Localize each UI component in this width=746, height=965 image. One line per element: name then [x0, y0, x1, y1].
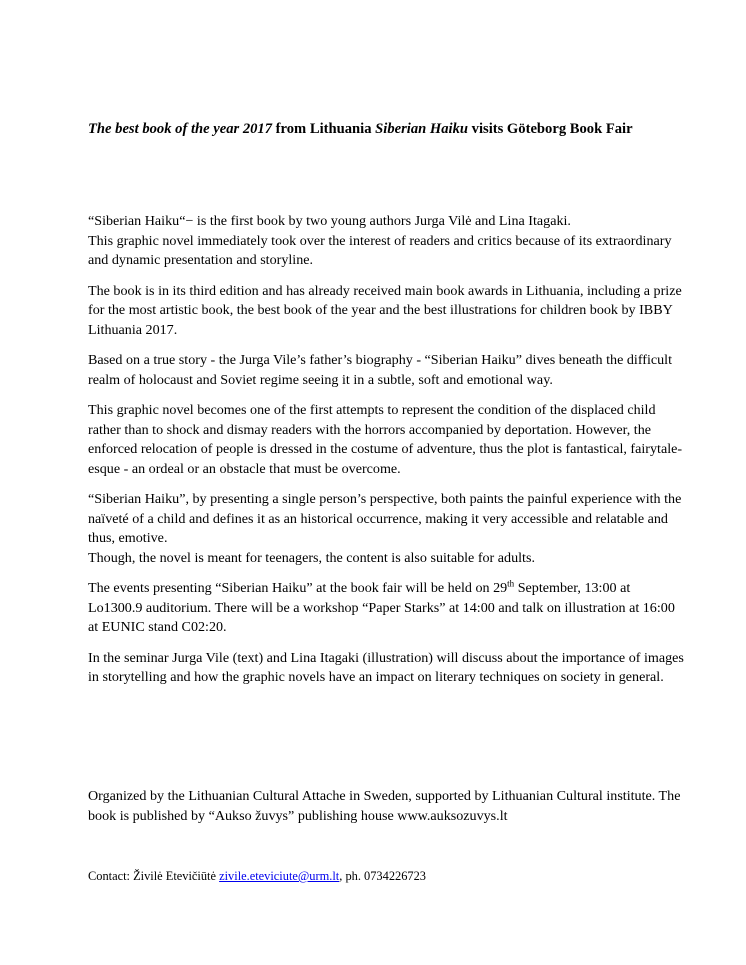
- perspective-line-2: Though, the novel is meant for teenagers, the content is also suitable for adults.: [88, 549, 535, 566]
- events-text-after: September, 13:00 at Lo1300.9 auditorium. There will be a workshop “Paper Starks” at 14:00 and talk on illustration at 16:00 at EUNIC stand C02:20.: [88, 580, 675, 635]
- page-title: [88, 119, 633, 139]
- perspective-line-1: “Siberian Haiku”, by presenting a single person’s perspective, both paints the painful experience with the naïveté of a child and defines it as an historical occurrence, making it very accessible and relatable and thus, emotive.: [88, 491, 682, 546]
- contact-email-link[interactable]: zivile.eteviciute@urm.lt: [219, 869, 340, 883]
- contact-line: [88, 867, 426, 885]
- contact-phone: , ph. 0734226723: [339, 869, 426, 883]
- intro-line-2: This graphic novel immediately took over the interest of readers and critics because of its extraordinary and dynamic presentation and storyline.: [88, 232, 672, 268]
- events-text-before: The events presenting “Siberian Haiku” at the book fair will be held on 29: [88, 580, 508, 596]
- title-visits-fair: visits Göteborg Book Fair: [468, 121, 633, 137]
- title-from-lithuania: from Lithuania: [272, 121, 376, 137]
- paragraph-true-story: Based on a true story - the Jurga Vile’s father’s biography - “Siberian Haiku” dives beneath the difficult realm of holocaust and Soviet regime seeing it in a subtle, soft and emotional way.: [88, 352, 673, 388]
- article-body: [88, 212, 688, 699]
- paragraph-events: [88, 579, 688, 638]
- contact-label: Contact: Živilė Etevičiūtė: [88, 869, 220, 883]
- paragraph-awards: The book is in its third edition and has already received main book awards in Lithuania, including a prize for the most artistic book, the best book of the year and the best illustrations for children book by IBBY Lithuania 2017.: [88, 282, 682, 338]
- organizer-note: Organized by the Lithuanian Cultural Attache in Sweden, supported by Lithuanian Cultural institute. The book is published by “Aukso žuvys” publishing house www.auksozuvys.lt: [88, 788, 681, 824]
- paragraph-intro: [88, 212, 688, 271]
- paragraph-perspective: [88, 490, 688, 568]
- title-book-of-year: The best book of the year 2017: [88, 121, 273, 137]
- paragraph-seminar: In the seminar Jurga Vile (text) and Lina Itagaki (illustration) will discuss about the importance of images in storytelling and how the graphic novels have an impact on literary techniques on society in general.: [88, 649, 684, 685]
- events-superscript: th: [507, 578, 515, 589]
- title-book-name: Siberian Haiku: [375, 121, 469, 137]
- intro-line-1: “Siberian Haiku“− is the first book by two young authors Jurga Vilė and Lina Itagaki.: [88, 213, 571, 229]
- paragraph-displaced-child: This graphic novel becomes one of the first attempts to represent the condition of the displaced child rather than to shock and dismay readers with the horrors accompanied by deportation. However, the enforced relocation of people is dressed in the costume of adventure, thus the plot is fantastical, fairytale-esque - an ordeal or an obstacle that must be overcome.: [88, 402, 683, 477]
